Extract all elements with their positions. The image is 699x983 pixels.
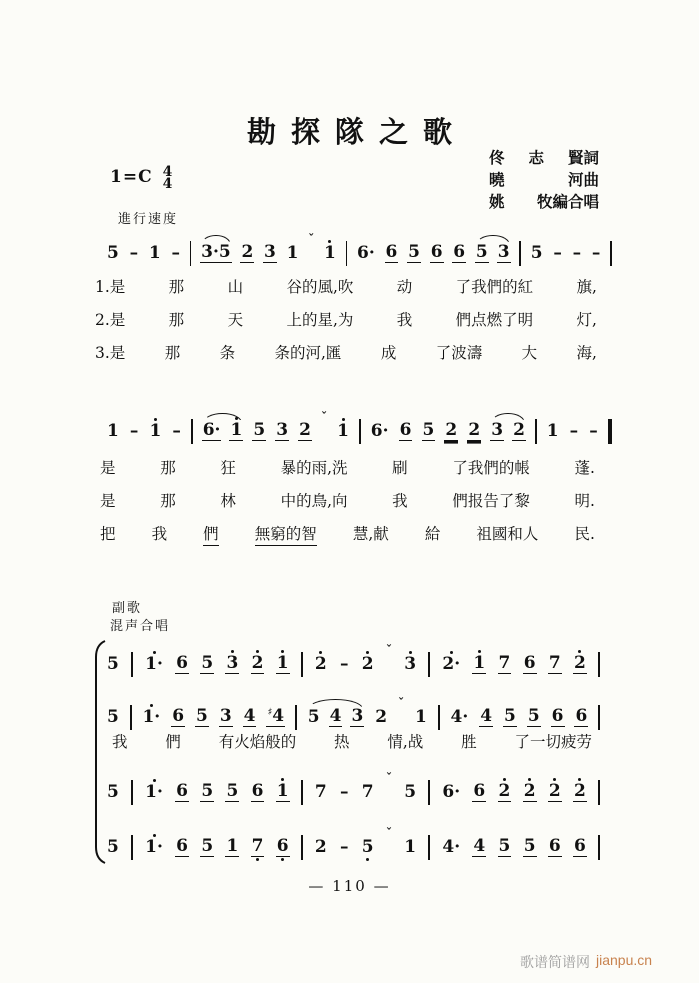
chorus-voicing-label: 混声合唱 [110, 619, 171, 634]
note: – [553, 243, 562, 263]
lyric-line-verse-2 [95, 310, 597, 330]
barline [438, 705, 440, 730]
lyric-segment: 狂 [220, 459, 236, 477]
music-line-chorus-4 [106, 828, 600, 862]
page-title: 勘探隊之歌 [246, 115, 467, 149]
note: – [129, 421, 139, 441]
note: – [340, 782, 349, 802]
lyric-segment: 林 [220, 492, 236, 510]
lyric-segment: 山 [227, 278, 244, 296]
octave-dot-below [256, 858, 259, 861]
credit-composer [489, 170, 599, 190]
credit-lyricist [489, 148, 599, 168]
note: 5 [196, 706, 208, 726]
octave-dot-below [281, 858, 284, 861]
note: 5 [523, 836, 536, 856]
note: 5 [404, 782, 417, 802]
note: – [340, 837, 349, 857]
breath-mark: ˇ [398, 696, 405, 710]
lyric-line-verse-6 [100, 524, 595, 546]
slur-group [475, 238, 511, 268]
lyric-segment: 了我們的紅 [455, 278, 534, 296]
lyric-segment: 那 [168, 311, 185, 329]
note: 4 [480, 706, 493, 726]
note: 4 [473, 836, 486, 856]
note: 1 [229, 416, 243, 446]
note: 1 [286, 243, 299, 263]
breath-mark: ˇ [385, 643, 392, 657]
lyric-segment: 灯, [576, 311, 597, 329]
note: 6· [442, 782, 461, 802]
note: 5 [253, 420, 266, 440]
note: 6 [548, 836, 561, 856]
barline [191, 419, 193, 444]
lyric-segment: 我 [151, 525, 168, 543]
time-numerator: 4 [162, 164, 173, 180]
note: 4· [450, 707, 469, 727]
note: 2 [251, 649, 265, 679]
note: 2 [498, 777, 512, 807]
breath-mark: ˇ [385, 826, 392, 840]
note: 1· [144, 778, 164, 807]
lyric-segment: 有火焰般的 [218, 733, 297, 751]
note: 6 [276, 832, 290, 862]
note: 2 [375, 707, 388, 727]
note: 6 [385, 242, 398, 262]
note: – [572, 243, 582, 263]
note: 5 [475, 242, 488, 262]
watermark-domain: jianpu.cn [596, 952, 653, 968]
note: 6· [202, 420, 221, 440]
lyric-segment: 1.是 [95, 278, 126, 296]
lyric-segment: 热 [334, 733, 350, 751]
note: 7 [314, 782, 327, 802]
note: 5 [226, 781, 239, 801]
note: 1 [336, 417, 350, 446]
note: 2 [468, 420, 481, 440]
note: 3 [351, 706, 364, 726]
note: 2 [523, 777, 537, 807]
lyric-segment: 們点燃了明 [455, 311, 534, 329]
final-barline [608, 419, 612, 444]
note: 6 [575, 706, 588, 726]
lyric-segment: 暴的雨,洗 [280, 459, 348, 477]
lyric-line-verse-4 [100, 458, 595, 478]
barline [428, 780, 430, 805]
note: 3 [264, 242, 276, 262]
note: 3 [276, 420, 289, 440]
barline [610, 241, 612, 266]
music-line-chorus-3 [106, 773, 600, 807]
note: 1 [415, 707, 427, 727]
slur-group [202, 416, 244, 446]
lyric-segment: 們 [203, 524, 219, 546]
note: 2· [441, 650, 461, 679]
lyric-segment: 上的星,为 [286, 311, 354, 329]
lyric-segment: 把 [100, 525, 116, 543]
lyric-segment: 我 [112, 733, 128, 751]
barline [359, 419, 361, 444]
lyric-segment: 牧編合唱 [536, 192, 599, 211]
note: 2 [445, 420, 458, 440]
note: 4 [329, 706, 342, 726]
note: – [129, 243, 139, 263]
note: 1· [144, 833, 164, 862]
slur-group [307, 702, 365, 732]
lyric-segment: 情,战 [387, 733, 424, 751]
note: 2 [513, 420, 525, 440]
note: 6 [573, 836, 586, 856]
slur-arc [491, 413, 525, 423]
chorus-label: 副歌 [112, 601, 143, 616]
note: 5 [201, 781, 214, 801]
lyric-segment: 蓬. [574, 459, 595, 477]
lyric-segment: 那 [164, 344, 181, 362]
lyric-segment: 成 [380, 344, 397, 362]
barline [535, 419, 537, 444]
note: 1 [148, 417, 162, 446]
barline [598, 652, 600, 677]
slur-arc [308, 699, 364, 709]
music-line-verse-1 [106, 234, 612, 268]
lyric-segment: 慧,献 [352, 525, 389, 543]
note: – [589, 421, 598, 441]
note: 5 [408, 242, 420, 262]
key-label: 1=C [110, 167, 153, 187]
barline [131, 652, 133, 677]
note: 2 [573, 777, 587, 807]
note: 6 [523, 653, 536, 673]
lyric-segment: 民. [574, 525, 595, 543]
note: 6 [399, 420, 412, 440]
note: 6· [370, 421, 389, 441]
note: – [172, 421, 181, 441]
note: 6 [251, 781, 264, 801]
slur-arc [201, 235, 231, 245]
barline [428, 835, 430, 860]
note: 5 [107, 837, 119, 857]
barline [130, 705, 132, 730]
note: 4 [243, 706, 256, 726]
note: 5 [527, 706, 540, 726]
lyric-segment: 那 [160, 492, 176, 510]
note: 1 [276, 649, 290, 679]
time-signature [163, 166, 173, 190]
lyric-segment: 祖國和人 [476, 525, 539, 543]
slur-arc [476, 235, 510, 245]
note: 2 [361, 650, 375, 679]
lyric-segment: 姚 [489, 192, 505, 211]
note: – [591, 243, 601, 263]
note: 6· [357, 243, 375, 263]
note: – [340, 654, 349, 674]
lyric-segment: 海, [576, 344, 597, 362]
note: 5 [107, 654, 119, 674]
watermark-site: 歌谱简谱网 [520, 954, 590, 970]
barline [295, 705, 297, 730]
key-signature [110, 164, 173, 192]
note: 1 [276, 777, 290, 807]
lyric-segment: 曉 [489, 170, 505, 189]
note: 2 [299, 420, 311, 440]
credit-arranger [489, 192, 599, 212]
note: 2 [314, 650, 328, 679]
lyric-segment: 志 [528, 148, 544, 167]
lyric-segment: 賢詞 [567, 148, 599, 167]
note: ♯4 [267, 706, 285, 726]
lyric-segment: 动 [396, 278, 413, 296]
note: 3 [219, 706, 232, 726]
barline [428, 652, 430, 677]
tempo-marking: 進行速度 [118, 212, 179, 227]
note: – [171, 243, 180, 263]
octave-dot-below [366, 858, 369, 861]
note: 2 [573, 649, 587, 679]
lyric-segment: 佟 [489, 148, 505, 167]
lyric-segment: 們 [165, 733, 181, 751]
barline [301, 780, 303, 805]
note: 1 [107, 421, 119, 441]
note: 5 [498, 836, 511, 856]
barline [519, 241, 521, 266]
lyric-segment: 明. [574, 492, 595, 510]
note: 6 [172, 706, 185, 726]
note: 6 [453, 242, 466, 262]
lyric-segment: 是 [100, 492, 116, 510]
lyric-segment: 3.是 [95, 344, 126, 362]
lyric-segment: 中的鳥,向 [280, 492, 348, 510]
music-line-chorus-1 [106, 645, 600, 679]
breath-mark: ˇ [308, 232, 315, 246]
lyric-segment: 谷的風,吹 [286, 278, 354, 296]
slur-group [490, 416, 526, 446]
note: 5 [107, 243, 119, 263]
note: 5 [422, 420, 435, 440]
lyric-segment: 了波濤 [435, 344, 483, 362]
note: 6 [176, 836, 189, 856]
barline [598, 835, 600, 860]
breath-mark: ˇ [385, 771, 392, 785]
lyric-line-chorus [112, 732, 592, 752]
lyric-segment: 刷 [392, 459, 408, 477]
note: 1 [323, 239, 337, 268]
lyric-line-verse-3 [95, 343, 597, 363]
lyric-segment: 2.是 [95, 311, 126, 329]
note: 2 [241, 242, 254, 262]
lyric-segment: 胜 [461, 733, 477, 751]
lyric-segment: 我 [396, 311, 413, 329]
lyric-segment: 河曲 [567, 170, 599, 189]
note: 3 [491, 420, 504, 440]
barline [190, 241, 192, 266]
note: 1 [472, 649, 486, 679]
note: 4· [442, 837, 461, 857]
note: 2 [548, 777, 562, 807]
note: 7 [548, 653, 561, 673]
note: 6 [176, 781, 189, 801]
note: 6 [551, 706, 564, 726]
note: 7 [498, 653, 511, 673]
lyric-segment: 那 [160, 459, 176, 477]
note: 1· [141, 703, 161, 732]
lyric-segment: 旗, [576, 278, 597, 296]
note: 1 [404, 837, 417, 857]
note: 5 [201, 836, 214, 856]
lyric-segment: 我 [392, 492, 408, 510]
slur-arc [203, 413, 243, 423]
sharp-accidental: ♯ [267, 707, 273, 718]
note: 7 [251, 832, 265, 862]
note: 5 [107, 707, 119, 727]
lyric-segment: 們报告了黎 [452, 492, 530, 510]
lyric-segment: 了我們的帳 [452, 459, 530, 477]
note: 3 [225, 649, 239, 679]
note: 6 [473, 781, 486, 801]
note: 5 [530, 243, 543, 263]
note: – [569, 421, 579, 441]
note: 2 [314, 837, 327, 857]
note: 1 [226, 836, 239, 856]
note: 3·5 [200, 238, 232, 268]
lyric-segment: 了一切疲劳 [514, 733, 592, 751]
note: 3 [403, 650, 417, 679]
note: 7 [361, 782, 374, 802]
lyric-line-verse-5 [100, 491, 595, 511]
music-line-verse-2 [106, 412, 612, 446]
watermark [520, 952, 652, 972]
note: 5 [504, 706, 516, 726]
note: 6 [430, 242, 443, 262]
note: 5 [307, 707, 320, 727]
note: 5 [361, 833, 375, 862]
note: 5 [201, 653, 214, 673]
barline [131, 835, 133, 860]
note: 6 [176, 653, 189, 673]
lyric-line-verse-1 [95, 277, 597, 297]
lyric-segment: 是 [100, 459, 116, 477]
lyric-segment: 条 [219, 344, 236, 362]
note: 5 [107, 782, 119, 802]
music-line-chorus-2 [106, 698, 600, 732]
note: 1 [148, 243, 161, 263]
lyric-segment: 給 [424, 525, 441, 543]
breath-mark: ˇ [321, 410, 328, 424]
lyric-segment: 那 [168, 278, 185, 296]
barline [301, 835, 303, 860]
lyric-segment: 天 [227, 311, 244, 329]
note: 1· [144, 650, 164, 679]
barline [301, 652, 303, 677]
lyric-segment: 大 [521, 344, 538, 362]
note: 3 [497, 242, 510, 262]
note: 1 [546, 421, 559, 441]
time-denominator: 4 [162, 176, 173, 192]
barline [598, 705, 600, 730]
lyric-segment: 条的河,匯 [274, 344, 342, 362]
barline [131, 780, 133, 805]
barline [598, 780, 600, 805]
lyric-segment: 無窮的智 [255, 524, 317, 546]
credits-block [489, 148, 599, 212]
barline [346, 241, 348, 266]
page-number: — 110 — [308, 877, 391, 895]
